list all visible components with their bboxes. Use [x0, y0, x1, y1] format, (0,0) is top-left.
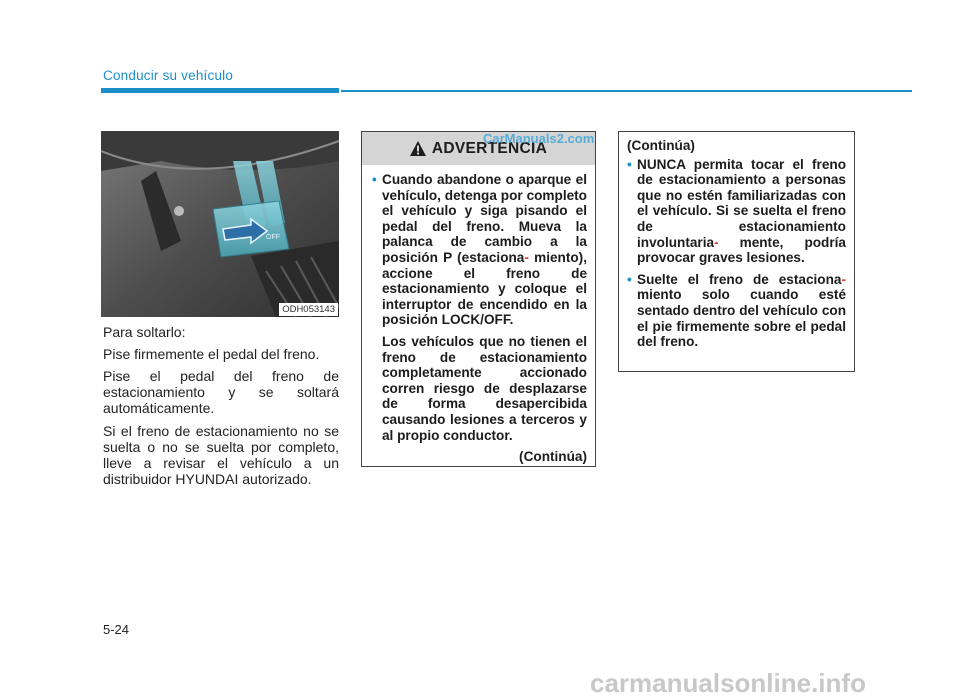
- header-accent-bar: [101, 88, 339, 93]
- continues-label: (Continúa): [519, 449, 587, 465]
- parking-brake-pedal-photo-icon: [101, 131, 339, 317]
- page-number: 5-24: [103, 622, 130, 637]
- header-rule: [341, 90, 912, 92]
- bullet-dot: •: [627, 271, 632, 287]
- warning-body: [362, 165, 595, 465]
- hyphen-mark: -: [524, 249, 529, 265]
- warning-bullet: [372, 172, 587, 328]
- continued-bullet-1: [627, 157, 846, 266]
- warning-bullet-text-b: miento), accione el freno de estacionamiento y coloque el interruptor de encendido en la posición LOCK/OFF.: [382, 249, 587, 328]
- figure-code: ODH053143: [279, 303, 338, 316]
- hyphen-mark: -: [714, 234, 719, 250]
- warning-title: ADVERTENCIA: [431, 139, 548, 157]
- continued-warning-box: [618, 131, 855, 372]
- bullet-dot: •: [627, 156, 632, 172]
- continued-bullet-2: [627, 272, 846, 350]
- release-instructions: [103, 324, 339, 494]
- warning-box: [361, 131, 596, 467]
- parking-brake-photo: [101, 131, 339, 317]
- instruction-step-3: Si el freno de estacionamiento no se suelta o no se suelta por completo, lleve a revisar el vehículo a un distribuidor HYUNDAI autorizado.: [103, 423, 339, 487]
- continued-bullet-2-text-b: miento solo cuando esté sentado dentro del vehículo con el pie firmemente sobre el pedal del freno.: [637, 287, 846, 350]
- footer-watermark: carmanualsonline.info: [590, 668, 866, 698]
- warning-paragraph: Los vehículos que no tienen el freno de estacionamiento completamente accionado corren riesgo de desplazarse de forma desapercibida causando lesiones a terceros y al propio conductor.: [382, 333, 587, 443]
- instruction-step-2: Pise el pedal del freno de estacionamiento y se soltará automáticamente.: [103, 368, 339, 416]
- warning-triangle-icon: [410, 141, 426, 156]
- instruction-heading: Para soltarlo:: [103, 324, 186, 340]
- continued-bullet-1-text-b: mente, podría provocar graves lesiones.: [637, 234, 846, 266]
- hyphen-mark: -: [841, 271, 846, 287]
- section-title: Conducir su vehículo: [103, 68, 234, 83]
- continued-heading: (Continúa): [627, 138, 695, 153]
- svg-text:OFF: OFF: [266, 234, 280, 241]
- watermark-link[interactable]: CarManuals2.com: [483, 131, 595, 146]
- warning-bullet-text-a: Cuando abandone o aparque el vehículo, detenga por completo el vehículo y siga pisando el pedal del freno. Mueva la palanca de cambio a la posición P (estaciona: [382, 172, 587, 265]
- bullet-dot: •: [372, 172, 377, 187]
- continued-bullet-2-text-a: Suelte el freno de estaciona: [637, 271, 842, 287]
- instruction-step-1: Pise firmemente el pedal del freno.: [103, 346, 320, 362]
- continued-bullet-1-text-a: NUNCA permita tocar el freno de estacionamiento a personas que no estén familiarizadas con el vehículo. Si se suelta el freno de estacionamiento involuntaria: [637, 156, 846, 250]
